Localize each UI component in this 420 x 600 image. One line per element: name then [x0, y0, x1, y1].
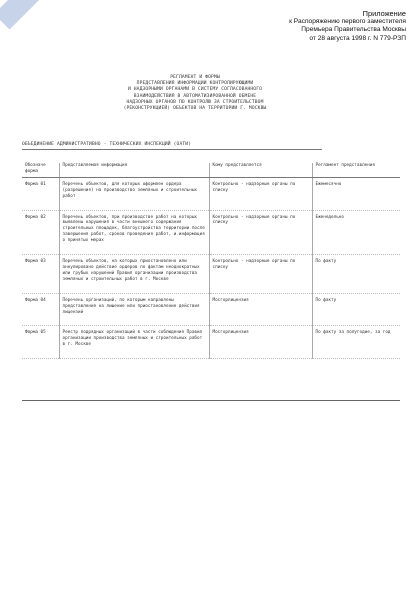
cell-schedule: По факту	[312, 255, 400, 294]
page-bottom-rule	[22, 400, 400, 401]
cell-schedule: По факту	[312, 293, 400, 326]
cell-form: Форма 02	[22, 210, 59, 255]
cell-form: Форма 01	[22, 177, 59, 210]
cell-info: Перечень организаций, по которым направлены представления на лишение или приостановление действия лицензий	[59, 293, 209, 326]
heading-line: И НАДЗОРНЫМИ ОРГАНАМИ В СИСТЕМУ СОГЛАСОВАННОГО	[127, 87, 263, 93]
appendix-title: Приложение	[362, 9, 406, 18]
cell-form: Форма 04	[22, 293, 59, 326]
regulation-table	[22, 163, 400, 359]
appendix-line: Премьера Правительства Москвы	[301, 26, 406, 34]
heading-line: ВЗАИМОДЕЙСТВИЯ В АВТОМАТИЗИРОВАННОЙ ОБМЕНЕ	[133, 93, 257, 99]
table-row	[22, 177, 400, 210]
cell-info: Перечень объектов, при производстве работ на которых выявлены нарушения в части внешнего содержания строительных площадок, благоустройства территории после завершения работ, сроков проведения работ, и информация о принятых мерах	[59, 210, 209, 255]
cell-recipient: Мосгорлицензия	[209, 293, 312, 326]
cell-schedule: По факту за полугодие, за год	[312, 326, 400, 359]
column-header-info: Представляемая информация	[59, 163, 209, 177]
appendix-line: от 28 августа 1998 г. N 779-РЗП	[309, 34, 406, 42]
cell-recipient: Контрольно - надзорные органы по списку	[209, 255, 312, 294]
heading-line: ПРЕДСТАВЛЕНИЯ ИНФОРМАЦИИ КОНТРОЛИРУЮЩИМИ	[136, 81, 254, 87]
column-header-recipient: Кому представляется	[209, 163, 312, 177]
heading-line: (РЕКОНСТРУКЦИЕЙ) ОБЪЕКТОВ НА ТЕРРИТОРИИ Г. МОСКВЫ	[123, 106, 267, 112]
cell-info: Перечень объектов, на которых приостановлено или аннулировано действие ордеров по фактам неоднократных или грубых нарушений Правил организации производства земляных и строительных работ в г. Москве	[59, 255, 209, 294]
cell-recipient: Мосгорлицензия	[209, 326, 312, 359]
department-name: ОБЪЕДИНЕНИЕ АДМИНИСТРАТИВНО - ТЕХНИЧЕСКИХ ИНСПЕКЦИЙ (ОАТИ)	[22, 142, 192, 147]
cell-form: Форма 05	[22, 326, 59, 359]
watermark-banner	[0, 0, 116, 30]
cell-recipient: Контрольно - надзорные органы по списку	[209, 177, 312, 210]
document-heading	[40, 75, 350, 112]
cell-recipient: Контрольно - надзорные органы по списку	[209, 210, 312, 255]
heading-line: НАДЗОРНЫХ ОРГАНОВ ПО КОНТРОЛЮ ЗА СТРОИТЕЛЬСТВОМ	[126, 99, 264, 105]
cell-info: Реестр подрядных организаций в части соблюдения Правил организации производства земляных и строительных работ в г. Москве	[59, 326, 209, 359]
cell-info: Перечень объектов, для которых оформлен ордера (разрешения) на производство земляных и строительных работ	[59, 177, 209, 210]
column-header-schedule: Регламент представления	[312, 163, 400, 177]
department-underline	[22, 149, 322, 150]
cell-schedule: Ежемесячно	[312, 177, 400, 210]
table-row	[22, 326, 400, 359]
cell-form: Форма 03	[22, 255, 59, 294]
table-row	[22, 255, 400, 294]
table-header-row	[22, 163, 400, 177]
appendix-line: к Распоряжению первого заместителя	[289, 18, 406, 26]
heading-line: РЕГЛАМЕНТ И ФОРМЫ	[170, 75, 220, 80]
column-header-form: Обозначе форма	[22, 163, 59, 177]
table-row	[22, 210, 400, 255]
table-row	[22, 293, 400, 326]
cell-schedule: Еженедельно	[312, 210, 400, 255]
appendix-block	[176, 10, 406, 43]
